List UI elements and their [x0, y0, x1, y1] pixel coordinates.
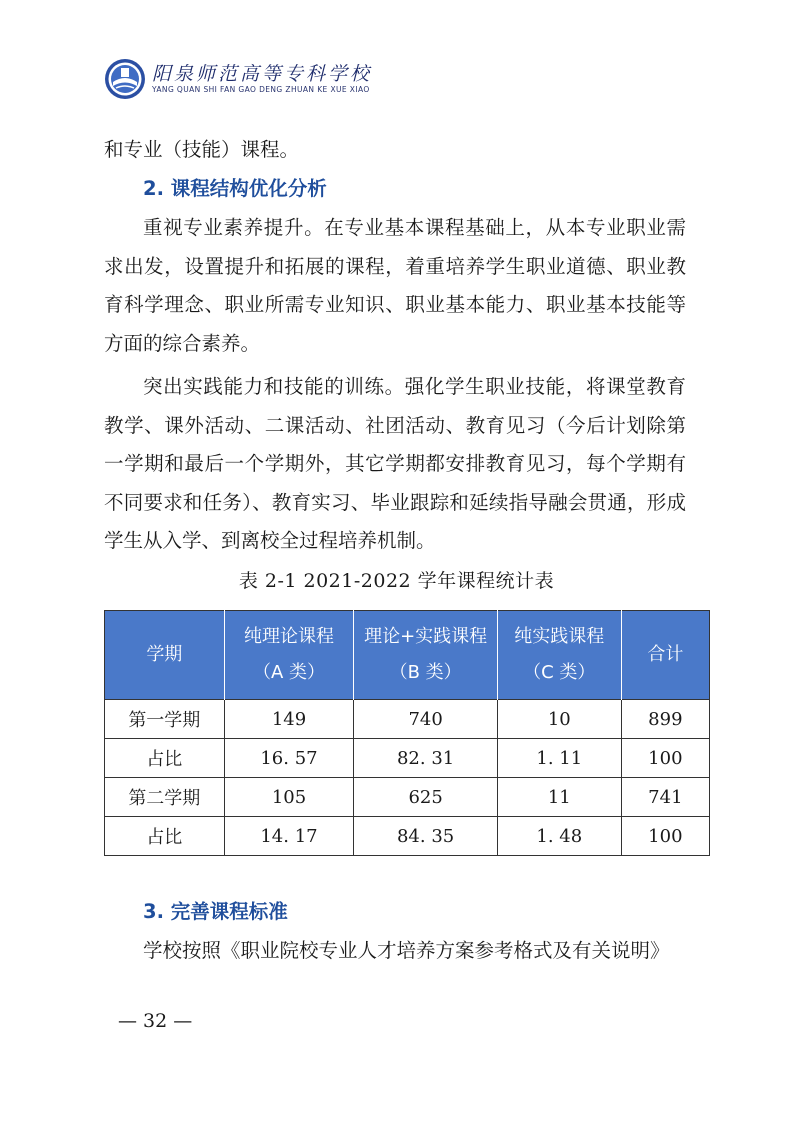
header-sublabel: （B 类）	[389, 662, 462, 683]
table-cell: 14. 17	[224, 817, 354, 856]
table-cell: 625	[354, 778, 498, 817]
table-cell: 741	[621, 778, 709, 817]
page-number: — 32 —	[118, 1010, 193, 1032]
header-cell-total	[621, 611, 709, 700]
header-sublabel: （A 类）	[252, 662, 326, 683]
continuation-text: 和专业（技能）课程。	[104, 138, 300, 161]
table-cell: 105	[224, 778, 354, 817]
table-row	[105, 700, 710, 739]
table-cell: 第二学期	[105, 778, 225, 817]
table-cell: 占比	[105, 739, 225, 778]
table-cell: 740	[354, 700, 498, 739]
table-cell: 1. 48	[497, 817, 621, 856]
page-header	[104, 56, 372, 102]
header-sublabel: （C 类）	[523, 662, 596, 683]
table-cell: 1. 11	[497, 739, 621, 778]
table-cell: 占比	[105, 817, 225, 856]
table-cell: 82. 31	[354, 739, 498, 778]
table-cell: 899	[621, 700, 709, 739]
table-caption: 表 2-1 2021-2022 学年课程统计表	[238, 570, 555, 592]
header-cell-practice	[497, 611, 621, 700]
header-label: 纯实践课程	[514, 626, 605, 647]
table-cell: 11	[497, 778, 621, 817]
header-cell-theory-practice	[354, 611, 498, 700]
table-cell: 100	[621, 817, 709, 856]
table-cell: 100	[621, 739, 709, 778]
section-2-paragraph-1: 重视专业素养提升。在专业基本课程基础上，从本专业职业需求出发，设置提升和拓展的课程，着重培养学生职业道德、职业教育科学理念、职业所需专业知识、职业基本能力、职业基本技能等方面的综合素养。	[104, 216, 686, 355]
table-row	[105, 817, 710, 856]
section-3-paragraph-1: 学校按照《职业院校专业人才培养方案参考格式及有关说明》	[143, 939, 670, 962]
table-cell: 16. 57	[224, 739, 354, 778]
table-header-row	[105, 611, 710, 700]
school-name: 阳泉师范高等专科学校	[152, 63, 373, 85]
header-label: 纯理论课程	[243, 626, 334, 647]
table-cell: 10	[497, 700, 621, 739]
section-2-paragraph-2: 突出实践能力和技能的训练。强化学生职业技能，将课堂教育教学、课外活动、二课活动、社团活动、教育见习（今后计划除第一学期和最后一个学期外，其它学期都安排教育见习，每个学期有不同要求和任务）、教育实习、毕业跟踪和延续指导融会贯通，形成学生从入学、到离校全过程培养机制。	[104, 375, 686, 552]
school-logo-icon	[104, 58, 146, 100]
section-2-heading: 2. 课程结构优化分析	[143, 177, 327, 200]
header-label: 理论+实践课程	[364, 626, 488, 647]
table-row	[105, 778, 710, 817]
header-cell-semester	[105, 611, 225, 700]
course-statistics-table	[104, 610, 710, 856]
school-pinyin: YANG QUAN SHI FAN GAO DENG ZHUAN KE XUE XIAO	[152, 85, 370, 94]
header-label: 学期	[146, 644, 183, 665]
table-cell: 149	[224, 700, 354, 739]
table-row	[105, 739, 710, 778]
header-label: 合计	[647, 644, 684, 665]
table-cell: 84. 35	[354, 817, 498, 856]
section-3-heading: 3. 完善课程标准	[143, 900, 288, 923]
header-cell-theory	[224, 611, 354, 700]
table-cell: 第一学期	[105, 700, 225, 739]
